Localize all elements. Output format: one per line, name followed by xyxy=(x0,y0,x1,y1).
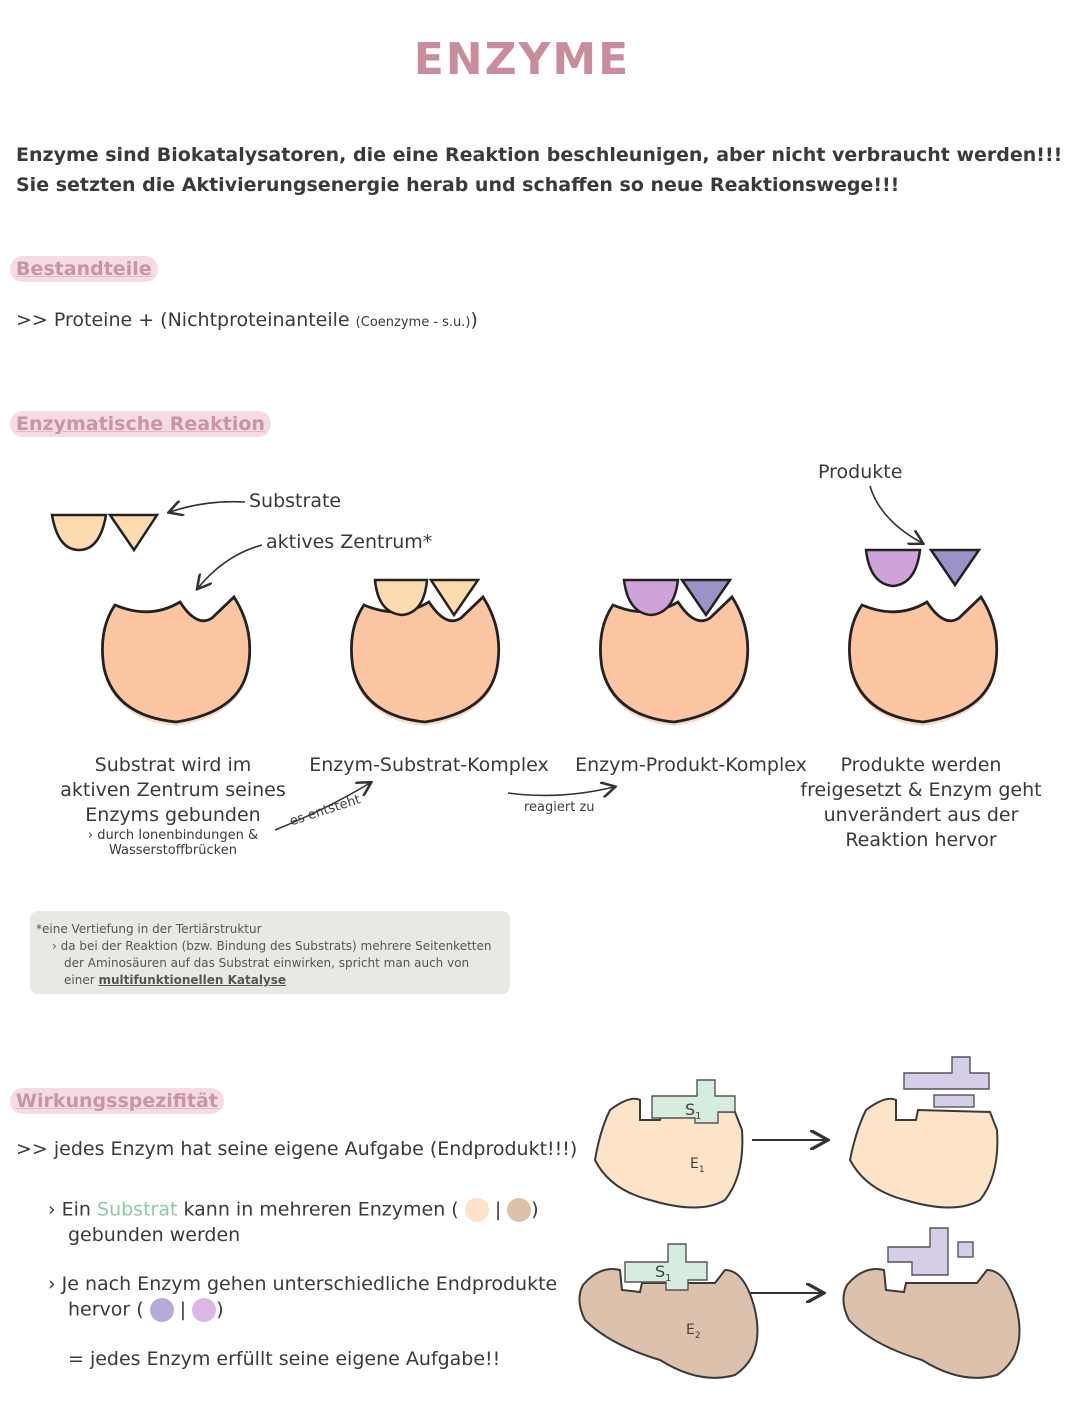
label-e2-index: 2 xyxy=(694,1330,701,1341)
arrow-label-reagiert-zu: reagiert zu xyxy=(524,800,595,815)
footnote-line-1: *eine Vertiefung in der Tertiärstruktur xyxy=(36,922,262,936)
line-3b-end: ) xyxy=(216,1298,224,1321)
arrow-zentrum xyxy=(198,545,262,588)
caption-step-4-line-2: freigesetzt & Enzym geht xyxy=(800,779,1042,801)
substrate-triangle xyxy=(110,515,157,550)
label-substrate: Substrate xyxy=(249,490,342,512)
label-s1-row2-index: 1 xyxy=(665,1273,672,1285)
footnote-box xyxy=(30,911,510,994)
intro-text xyxy=(16,140,1062,200)
label-e1-letter: E xyxy=(690,1156,699,1172)
label-e2 xyxy=(686,1322,701,1341)
enzyme-dark-dot-icon xyxy=(507,1198,531,1222)
product-half xyxy=(866,550,920,586)
line-2-sep: | xyxy=(494,1198,502,1221)
caption-step-4 xyxy=(796,753,1046,853)
enzyme-3 xyxy=(600,580,747,726)
label-e1-index: 1 xyxy=(698,1164,705,1175)
line-2-substrat: Substrat xyxy=(97,1198,178,1221)
footnote-highlight: multifunktionellen Katalyse xyxy=(98,973,287,987)
caption-enzym-substrat-komplex: Enzym-Substrat-Komplex xyxy=(309,754,549,776)
line-2-end: ) xyxy=(531,1198,539,1221)
bestandteile-end: ) xyxy=(470,309,478,331)
enzyme-e1-free xyxy=(850,1099,997,1208)
enzyme-e2-free xyxy=(843,1269,1019,1378)
bestandteile-main: >> Proteine + (Nichtproteinanteile xyxy=(16,309,350,331)
caption-step-1 xyxy=(42,753,304,858)
product-blue-dot-icon xyxy=(150,1298,174,1322)
label-s1-row1-index: 1 xyxy=(695,1111,702,1123)
intro-line-2: Sie setzten die Aktivierungsenergie herab und schaffen so neue Reaktionswege!!! xyxy=(16,174,900,196)
substrate-half-circle xyxy=(52,515,106,550)
intro-line-1: Enzyme sind Biokatalysatoren, die eine Reaktion beschleunigen, aber nicht verbraucht werden!!! xyxy=(16,144,1063,166)
enzyme-4 xyxy=(849,597,996,726)
line-2-post: kann in mehreren Enzymen ( xyxy=(177,1198,459,1221)
arrow-reagiert-zu xyxy=(508,787,614,795)
product-triangle xyxy=(931,550,979,585)
label-s1-row1 xyxy=(685,1100,702,1122)
bestandteile-line xyxy=(16,309,478,331)
caption-step-1-line-1: Substrat wird im xyxy=(94,754,252,776)
spezifitaet-line-3: › Je nach Enzym gehen unterschiedliche Endprodukte xyxy=(48,1273,558,1295)
heading-wirkungsspezifitaet: Wirkungsspezifität xyxy=(10,1088,224,1114)
label-aktives-zentrum: aktives Zentrum* xyxy=(266,531,433,553)
page-title: ENZYME xyxy=(413,34,631,85)
spezifitaet-line-1: >> jedes Enzym hat seine eigene Aufgabe (Endprodukt!!!) xyxy=(16,1138,578,1160)
enzyme-2 xyxy=(351,580,498,726)
caption-step-1-line-3: Enzyms gebunden xyxy=(85,804,261,826)
label-e1 xyxy=(690,1156,705,1175)
caption-step-4-line-3: unverändert aus der xyxy=(823,804,1019,826)
spezifitaet-line-3b xyxy=(68,1298,224,1322)
enzyme-1 xyxy=(102,597,249,726)
heading-enzymatische-reaktion: Enzymatische Reaktion xyxy=(10,411,271,437)
footnote-line-4 xyxy=(36,972,504,989)
caption-step-1-detail-2: Wasserstoffbrücken xyxy=(109,843,237,858)
enzyme-light-dot-icon xyxy=(465,1198,489,1222)
caption-step-4-line-1: Produkte werden xyxy=(840,754,1002,776)
arrow-produkte xyxy=(870,486,922,543)
label-s1-row2-letter: S xyxy=(655,1262,666,1281)
caption-step-4-line-4: Reaktion hervor xyxy=(845,829,997,851)
caption-enzym-produkt-komplex: Enzym-Produkt-Komplex xyxy=(575,754,807,776)
product-bar-1 xyxy=(904,1057,989,1089)
caption-step-1-line-2: aktiven Zentrum seines xyxy=(60,779,286,801)
footnote-line-2: › da bei der Reaktion (bzw. Bindung des Substrats) mehrere Seitenketten xyxy=(52,939,492,953)
spezifitaet-line-2 xyxy=(48,1198,539,1222)
heading-bestandteile: Bestandteile xyxy=(10,256,158,282)
arrow-label-es-entsteht: es entsteht xyxy=(288,792,363,830)
bestandteile-small: (Coenzyme - s.u.) xyxy=(355,315,471,330)
label-s1-row2 xyxy=(655,1262,672,1284)
line-3b-pre: hervor ( xyxy=(68,1298,144,1321)
product-block-2 xyxy=(958,1242,973,1257)
label-produkte: Produkte xyxy=(818,461,903,483)
spezifitaet-conclusion: = jedes Enzym erfüllt seine eigene Aufgabe!! xyxy=(68,1348,501,1370)
footnote-line-3: der Aminosäuren auf das Substrat einwirken, spricht man auch von xyxy=(64,956,470,970)
product-block-1 xyxy=(888,1228,948,1275)
footnote-line-4-pre: einer xyxy=(64,973,99,987)
spezifitaet-line-2b: gebunden werden xyxy=(68,1224,241,1246)
label-s1-row1-letter: S xyxy=(685,1100,696,1119)
line-2-pre: › Ein xyxy=(48,1198,98,1221)
label-e2-letter: E xyxy=(686,1322,695,1338)
product-pink-dot-icon xyxy=(192,1298,216,1322)
product-bar-2 xyxy=(934,1095,974,1107)
arrow-substrate xyxy=(170,502,245,512)
caption-step-1-detail-1: › durch Ionenbindungen & xyxy=(87,828,259,843)
line-3b-sep: | xyxy=(179,1298,187,1321)
